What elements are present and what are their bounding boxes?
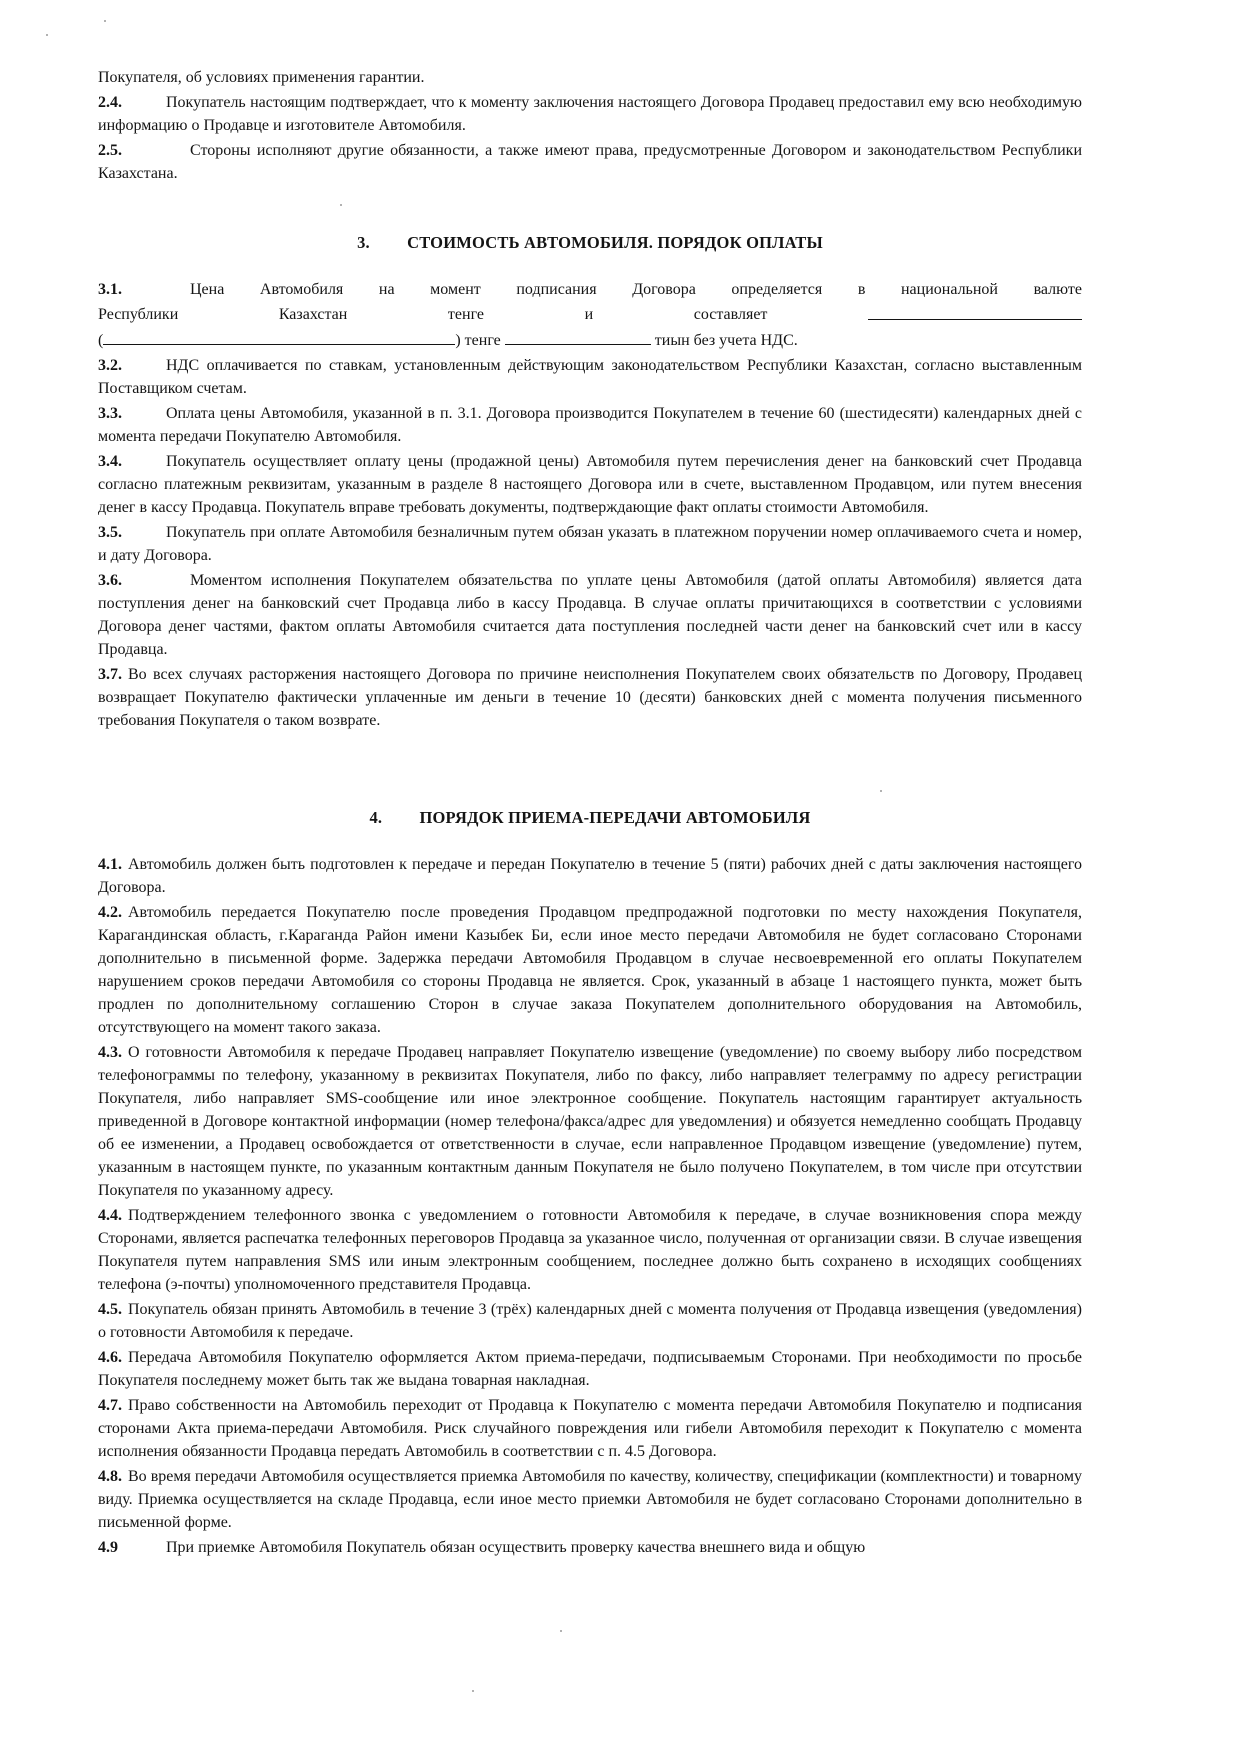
scan-speck: [472, 1690, 474, 1692]
clause-number: 3.3.: [98, 405, 122, 422]
clause-4-3: [98, 1041, 1082, 1202]
document-body: [98, 66, 1082, 1561]
clause-4-6: [98, 1346, 1082, 1392]
blank-amount-words: [103, 328, 455, 345]
clause-3-3: [98, 402, 1082, 448]
clause-text: Право собственности на Автомобиль переходит от Продавца к Покупателю с момента передачи Автомобиля Покупателю и подписания сторонами Акта приема-передачи Автомобиля. Риск случайного повреждения или гибели Автомобиля переходит к Покупателю с момента исполнения обязанности Продавца передать Автомобиль в соответствии с п. 4.5 Договора.: [98, 1397, 1082, 1460]
clause-text: НДС оплачивается по ставкам, установленным действующим законодательством Республики Казахстан, согласно выставленным Поставщиком счетам.: [98, 357, 1082, 397]
clause-3-2: [98, 354, 1082, 400]
clause-text: Автомобиль передается Покупателю после проведения Продавцом предпродажной подготовки по месту нахождения Покупателя, Карагандинская область, г.Караганда Район имени Казыбек Би, если иное место передачи Автомобиля не будет согласовано Сторонами дополнительно в письменной форме. Задержка передачи Автомобиля Продавцом в случае несвоевременной его оплаты Покупателем нарушением сроков передачи Автомобиля со стороны Продавца не является. Срок, указанный в абзаце 1 настоящего пункта, может быть продлен по дополнительному соглашению Сторон в случае заказа Покупателем дополнительного оборудования на Автомобиль, отсутствующего на момент такого заказа.: [98, 904, 1082, 1036]
section-number: 3.: [357, 233, 370, 252]
clause-number: 4.9: [98, 1539, 118, 1556]
clause-text: Покупатель при оплате Автомобиля безналичным путем обязан указать в платежном поручении номер оплачиваемого счета и номер, и дату Договора.: [98, 524, 1082, 564]
clause-2-5: [98, 139, 1082, 185]
clause-number: 4.3.: [98, 1044, 122, 1061]
clause-text: При приемке Автомобиля Покупатель обязан осуществить проверку качества внешнего вида и общую: [166, 1539, 866, 1556]
clause-number: 4.4.: [98, 1207, 122, 1224]
blank-tiyn: [505, 328, 651, 345]
section-title: ПОРЯДОК ПРИЕМА-ПЕРЕДАЧИ АВТОМОБИЛЯ: [419, 808, 811, 827]
scan-speck: [104, 20, 106, 22]
clause-text: Подтверждением телефонного звонка с уведомлением о готовности Автомобиля к передаче, в случае возникновения спора между Сторонами, является распечатка телефонных переговоров Продавца за указанное число, полученная от организации связи. В случае извещения Покупателя путем направления SMS или иным электронным сообщением, последнее должно быть сохранено в исходящих сообщениях телефона (э-почты) уполномоченного представителя Продавца.: [98, 1207, 1082, 1293]
clause-4-5: [98, 1298, 1082, 1344]
clause-number: 4.5.: [98, 1301, 122, 1318]
clause-number: 2.4.: [98, 94, 122, 111]
clause-2-4: [98, 91, 1082, 137]
blank-amount-digits: [868, 303, 1082, 320]
clause-4-8: [98, 1465, 1082, 1534]
clause-text: тиын без учета НДС.: [654, 332, 798, 349]
section-3-heading: [98, 231, 1082, 254]
clause-text: Оплата цены Автомобиля, указанной в п. 3.1. Договора производится Покупателем в течение 60 (шестидесяти) календарных дней с момента передачи Покупателю Автомобиля.: [98, 405, 1082, 445]
open-paren: (: [98, 332, 104, 349]
clause-number: 2.5.: [98, 142, 122, 159]
clause-number: 4.6.: [98, 1349, 122, 1366]
clause-number: 3.7.: [98, 666, 122, 683]
clause-4-9: [98, 1536, 1082, 1559]
clause-number: 3.6.: [98, 572, 122, 589]
clause-number: 3.1.: [98, 281, 122, 298]
clause-text: Стороны исполняют другие обязанности, а также имеют права, предусмотренные Договором и законодательством Республики Казахстана.: [98, 142, 1082, 182]
clause-text: Покупатель осуществляет оплату цены (продажной цены) Автомобиля путем перечисления денег на банковский счет Продавца согласно платежным реквизитам, указанным в разделе 8 настоящего Договора или в счете, выставленном Продавцом, или путем внесения денег в кассу Продавца. Покупатель вправе требовать документы, подтверждающие факт оплаты стоимости Автомобиля.: [98, 453, 1082, 516]
clause-number: 3.5.: [98, 524, 122, 541]
clause-number: 4.2.: [98, 904, 122, 921]
clause-text: Покупатель настоящим подтверждает, что к моменту заключения настоящего Договора Продавец предоставил ему всю необходимую информацию о Продавце и изготовителе Автомобиля.: [98, 94, 1082, 134]
tenge-label: ) тенге: [455, 332, 501, 349]
clause-number: 3.2.: [98, 357, 122, 374]
clause-4-7: [98, 1394, 1082, 1463]
clause-text: Покупатель обязан принять Автомобиль в течение 3 (трёх) календарных дней с момента получения от Продавца извещения (уведомления) о готовности Автомобиля к передаче.: [98, 1301, 1082, 1341]
clause-3-5: [98, 521, 1082, 567]
clause-number: 4.7.: [98, 1397, 122, 1414]
clause-4-4: [98, 1204, 1082, 1296]
clause-text: Автомобиль должен быть подготовлен к передаче и передан Покупателю в течение 5 (пяти) рабочих дней с даты заключения настоящего Договора.: [98, 856, 1082, 896]
clause-3-4: [98, 450, 1082, 519]
clause-number: 4.1.: [98, 856, 122, 873]
word: и: [584, 306, 594, 323]
clause-text: О готовности Автомобиля к передаче Продавец направляет Покупателю извещение (уведомление) по своему выбору либо посредством телефонограммы по телефону, указанному в реквизитах Покупателя, либо по факсу, либо направляет телеграмму по адресу регистрации Покупателя, либо направляет SMS-сообщение или иное электронное сообщение. Покупатель настоящим гарантирует актуальность приведенной в Договоре контактной информации (номер телефона/факса/адрес для уведомления) и обязуется немедленно сообщать Продавцу об ее изменении, а Продавец освобождается от ответственности в случае, если направленное Продавцом извещение (уведомление) путем, указанным в настоящем пункте, по указанным контактным данным Покупателя не было получено Покупателем, в том числе при отсутствии Покупателя по указанному адресу.: [98, 1044, 1082, 1199]
clause-3-7: [98, 663, 1082, 732]
clause-3-6: [98, 569, 1082, 661]
clause-text: Во время передачи Автомобиля осуществляется приемка Автомобиля по качеству, количеству, спецификации (комплектности) и товарному виду. Приемка осуществляется на складе Продавца, если иное место приемки Автомобиля не будет согласовано Сторонами дополнительно в письменной форме.: [98, 1468, 1082, 1531]
clause-text: Во всех случаях расторжения настоящего Договора по причине неисполнения Покупателем своих обязательств по Договору, Продавец возвращает Покупателю фактически уплаченные им деньги в течение 10 (десяти) банковских дней с момента получения письменного требования Покупателя о таком возврате.: [98, 666, 1082, 729]
scan-speck: [560, 1630, 562, 1632]
clause-4-2: [98, 901, 1082, 1039]
clause-text: Передача Автомобиля Покупателю оформляется Актом приема-передачи, подписываемым Сторонами. При необходимости по просьбе Покупателя последнему может быть так же выдана товарная накладная.: [98, 1349, 1082, 1389]
clause-number: 4.8.: [98, 1468, 122, 1485]
word: Казахстан: [278, 306, 348, 323]
section-number: 4.: [369, 808, 383, 827]
word: Республики: [98, 306, 179, 323]
section-4-heading: [98, 806, 1082, 829]
clause-4-1: [98, 853, 1082, 899]
lead-text: Покупателя, об условиях применения гарантии.: [98, 69, 425, 86]
scan-speck: [46, 34, 48, 36]
clause-text: Цена Автомобиля на момент подписания Договора определяется в национальной валюте: [190, 281, 1082, 298]
word: составляет: [693, 306, 768, 323]
section-title: СТОИМОСТЬ АВТОМОБИЛЯ. ПОРЯДОК ОПЛАТЫ: [407, 233, 823, 252]
word: тенге: [447, 306, 485, 323]
clause-text: Моментом исполнения Покупателем обязательства по уплате цены Автомобиля (датой оплаты Автомобиля) является дата поступления денег на банковский счет Продавца либо в кассу Продавца. В случае оплаты причитающихся в соответствии с условиями Договора денег частями, фактом оплаты Автомобиля считается дата поступления последней части денег на банковский счет или в кассу Продавца.: [98, 572, 1082, 658]
clause-3-1: [98, 278, 1082, 352]
clause-number: 3.4.: [98, 453, 122, 470]
